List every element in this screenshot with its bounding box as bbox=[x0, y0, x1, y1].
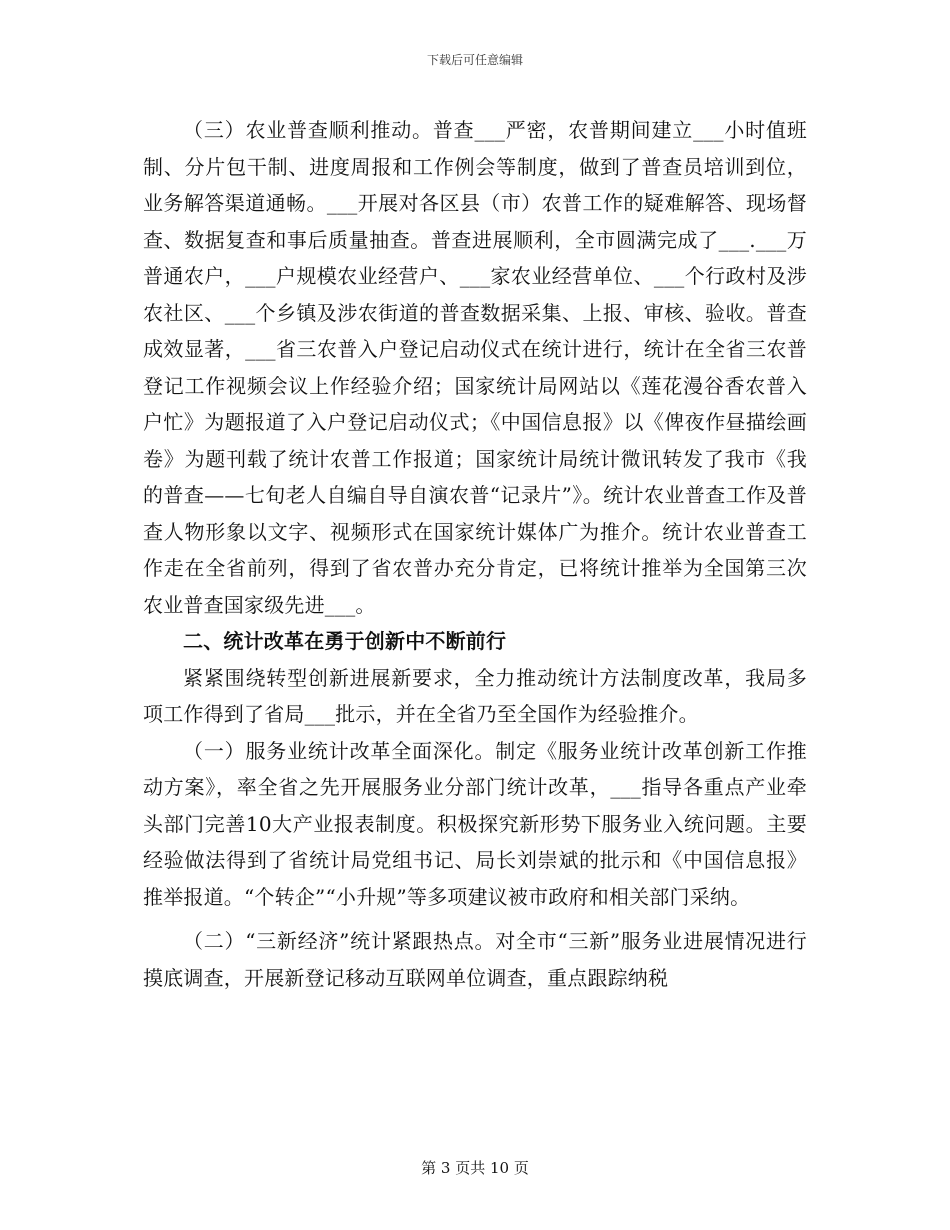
paragraph-service-industry-reform: （一）服务业统计改革全面深化。制定《服务业统计改革创新工作推动方案》，率全省之先开展服务业分部门统计改革，___指导各重点产业牵头部门完善10大产业报表制度。积极探究新形势下服务业入统问题。主要经验做法得到了省统计局党组书记、局长刘崇斌的批示和《中国信息报》推举报道。“个转企”“小升规”等多项建议被市政府和相关部门采纳。 bbox=[143, 738, 807, 909]
section-heading-statistics-reform: 二、统计改革在勇于创新中不断前行 bbox=[183, 629, 507, 653]
document-body bbox=[143, 112, 807, 996]
paragraph-agriculture-census: （三）农业普查顺利推动。普查___严密，农普期间建立___小时值班制、分片包干制、进度周报和工作例会等制度，做到了普查员培训到位，业务解答渠道通畅。___开展对各区县（市）农普工作的疑难解答、现场督查、数据复查和事后质量抽查。普查进展顺利，全市圆满完成了___.___万普通农户，___户规模农业经营户、___家农业经营单位、___个行政村及涉农社区、___个乡镇及涉农街道的普查数据采集、上报、审核、验收。普查成效显著，___省三农普入户登记启动仪式在统计进行，统计在全省三农普登记工作视频会议上作经验介绍；国家统计局网站以《莲花漫谷香农普入户忙》为题报道了入户登记启动仪式；《中国信息报》以《俾夜作昼描绘画卷》为题刊载了统计农普工作报道；国家统计局统计微讯转发了我市《我的普查——七旬老人自编自导自演农普“记录片”》。统计农业普查工作及普查人物形象以文字、视频形式在国家统计媒体广为推介。统计农业普查工作走在全省前列，得到了省农普办充分肯定，已将统计推举为全国第三次农业普查国家级先进___。 bbox=[143, 118, 807, 617]
page-number-footer: 第 3 页共 10 页 bbox=[421, 1159, 529, 1177]
paragraph-new-economy-statistics: （二）“三新经济”统计紧跟热点。对全市“三新”服务业进展情况进行摸底调查，开展新登记移动互联网单位调查，重点跟踪纳税 bbox=[143, 929, 807, 990]
paragraph-reform-intro: 紧紧围绕转型创新进展新要求，全力推动统计方法制度改革，我局多项工作得到了省局___批示，并在全省乃至全国作为经验推介。 bbox=[143, 665, 807, 726]
page-header: 下载后可任意编辑 bbox=[426, 53, 523, 67]
